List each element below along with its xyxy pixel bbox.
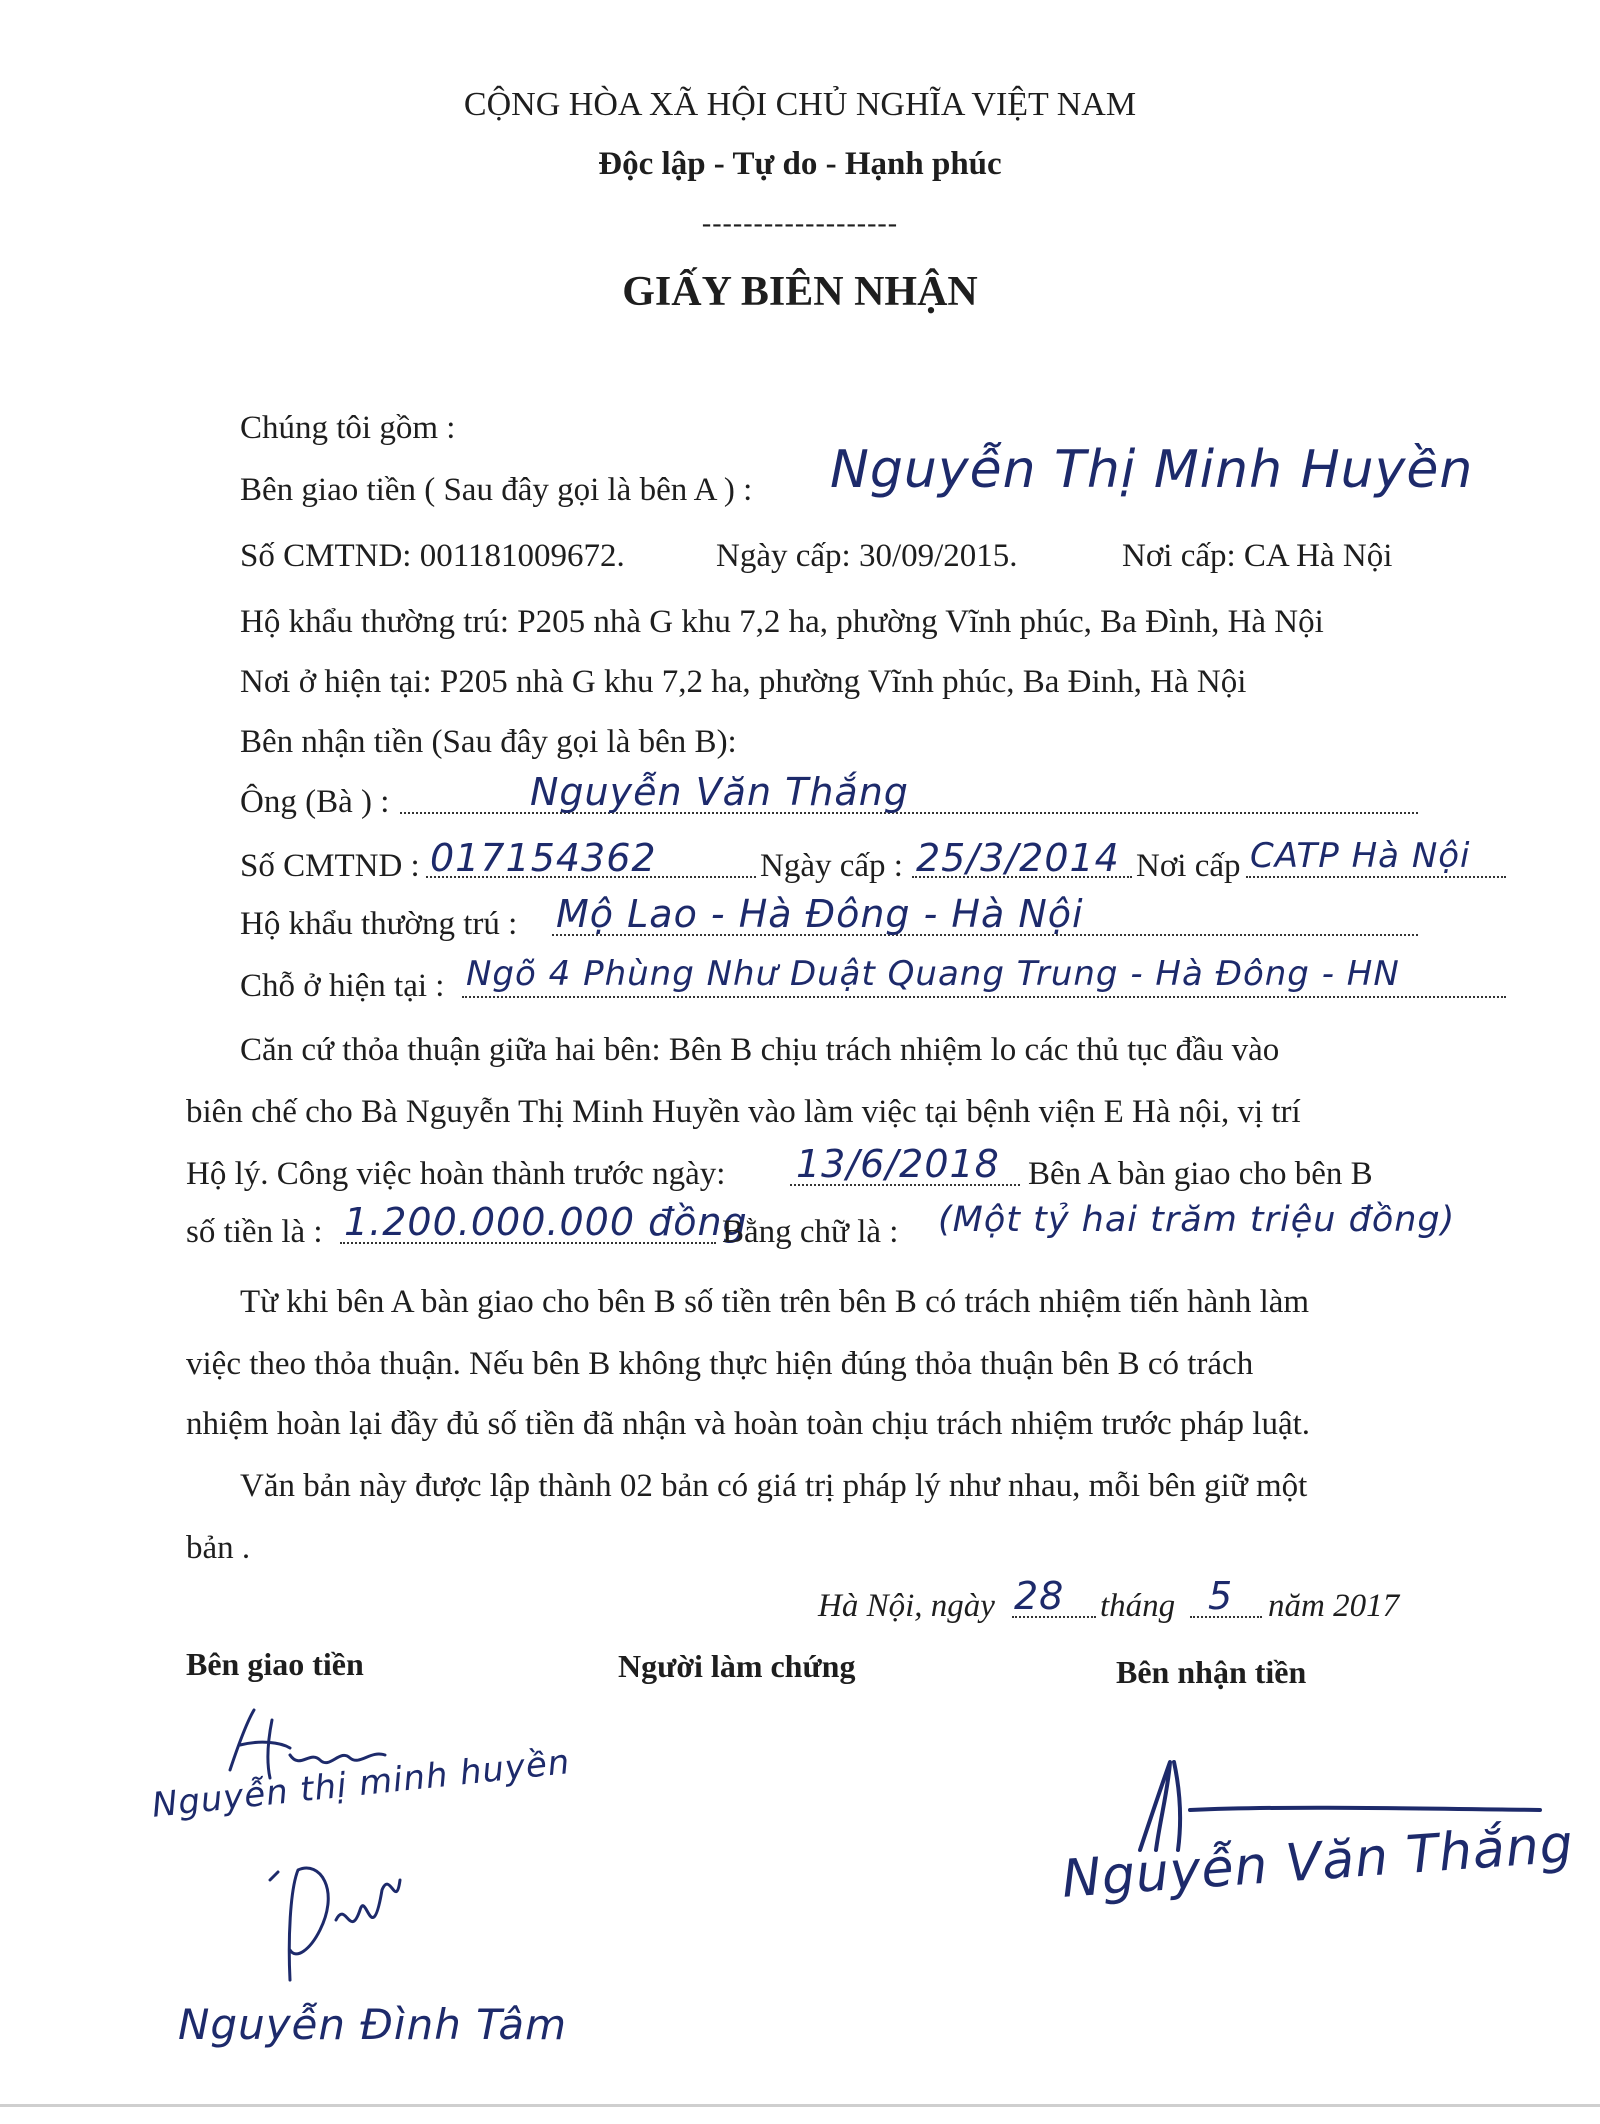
national-motto: Độc lập - Tự do - Hạnh phúc (598, 146, 1002, 182)
intro-text: Chúng tôi gồm : (240, 410, 456, 446)
party-b-label: Bên nhận tiền (Sau đây gọi là bên B): (240, 724, 737, 760)
date-month-handwritten: 5 (1208, 1574, 1234, 1618)
completion-date-handwritten: 13/6/2018 (796, 1142, 1000, 1186)
signature-label-party-a: Bên giao tiền (186, 1646, 364, 1682)
party-b-issue-place-dots (1246, 876, 1506, 878)
date-prefix: Hà Nội, ngày (818, 1588, 995, 1624)
body-p1-line3a: Hộ lý. Công việc hoàn thành trước ngày: (186, 1156, 726, 1192)
document-title: GIẤY BIÊN NHẬN (622, 269, 978, 315)
body-p2-line3: nhiệm hoàn lại đầy đủ số tiền đã nhận và hoàn toàn chịu trách nhiệm trước pháp luật. (186, 1406, 1311, 1442)
country-name: CỘNG HÒA XÃ HỘI CHỦ NGHĨA VIỆT NAM (463, 86, 1137, 123)
body-p1-line3b: Bên A bàn giao cho bên B (1028, 1156, 1373, 1192)
party-b-issue-date-label: Ngày cấp : (760, 848, 903, 884)
header-separator: ------------------- (701, 208, 899, 239)
date-day-handwritten: 28 (1014, 1574, 1065, 1618)
party-b-id-label: Số CMTND : (240, 848, 420, 884)
party-b-current-dots (462, 996, 1506, 998)
party-a-issue-date: Ngày cấp: 30/09/2015. (716, 538, 1018, 574)
body-p1-line4b: Bằng chữ là : (722, 1214, 899, 1250)
body-p1-line1: Căn cứ thỏa thuận giữa hai bên: Bên B chịu trách nhiệm lo các thủ tục đầu vào (240, 1032, 1280, 1068)
party-a-permanent-address: Hộ khẩu thường trú: P205 nhà G khu 7,2 ha, phường Vĩnh phúc, Ba Đình, Hà Nội (240, 604, 1324, 640)
party-a-issue-place: Nơi cấp: CA Hà Nội (1122, 538, 1393, 574)
body-p2-line1: Từ khi bên A bàn giao cho bên B số tiền trên bên B có trách nhiệm tiến hành làm (240, 1284, 1310, 1320)
party-b-name-handwritten: Nguyễn Văn Thắng (530, 770, 909, 814)
date-month-label: tháng (1100, 1588, 1176, 1624)
party-b-current-label: Chỗ ở hiện tại : (240, 968, 445, 1004)
witness-name-handwritten: Nguyễn Đình Tâm (178, 2000, 568, 2049)
amount-handwritten: 1.200.000.000 đồng (344, 1200, 748, 1244)
body-p3-line2: bản . (186, 1530, 251, 1566)
date-year-label: năm 2017 (1268, 1588, 1400, 1624)
signature-label-party-b: Bên nhận tiền (1116, 1654, 1307, 1690)
party-b-id-handwritten: 017154362 (430, 836, 657, 880)
signature-label-witness: Người làm chứng (618, 1648, 856, 1684)
party-b-issue-date-handwritten: 25/3/2014 (916, 836, 1120, 880)
scan-edge-line (0, 2104, 1600, 2107)
party-a-name-handwritten: Nguyễn Thị Minh Huyền (830, 440, 1474, 500)
party-b-permanent-label: Hộ khẩu thường trú : (240, 906, 518, 942)
party-a-label: Bên giao tiền ( Sau đây gọi là bên A ) : (240, 472, 753, 508)
party-b-permanent-handwritten: Mộ Lao - Hà Đông - Hà Nội (556, 892, 1084, 936)
witness-signature (250, 1850, 450, 1990)
party-a-name-handwritten-signature: Nguyễn thị minh huyền (150, 1742, 573, 1826)
party-a-id: Số CMTND: 001181009672. (240, 538, 625, 574)
party-b-issue-place-label: Nơi cấp (1136, 848, 1241, 884)
party-b-current-handwritten: Ngõ 4 Phùng Như Duật Quang Trung - Hà Đông - HN (466, 954, 1400, 994)
party-b-name-label: Ông (Bà ) : (240, 784, 390, 820)
amount-in-words-handwritten: (Một tỷ hai trăm triệu đồng) (938, 1200, 1456, 1240)
body-p3-line1: Văn bản này được lập thành 02 bản có giá trị pháp lý như nhau, mỗi bên giữ một (240, 1468, 1308, 1504)
party-a-current-address: Nơi ở hiện tại: P205 nhà G khu 7,2 ha, phường Vĩnh phúc, Ba Đinh, Hà Nội (240, 664, 1247, 700)
body-p1-line2: biên chế cho Bà Nguyễn Thị Minh Huyền vào làm việc tại bệnh viện E Hà nội, vị trí (186, 1094, 1301, 1130)
body-p2-line2: việc theo thỏa thuận. Nếu bên B không thực hiện đúng thỏa thuận bên B có trách (186, 1346, 1254, 1382)
party-b-name-handwritten-signature: Nguyễn Văn Thắng (1060, 1814, 1576, 1910)
party-b-issue-place-handwritten: CATP Hà Nội (1250, 836, 1471, 876)
body-p1-line4a: số tiền là : (186, 1214, 323, 1250)
